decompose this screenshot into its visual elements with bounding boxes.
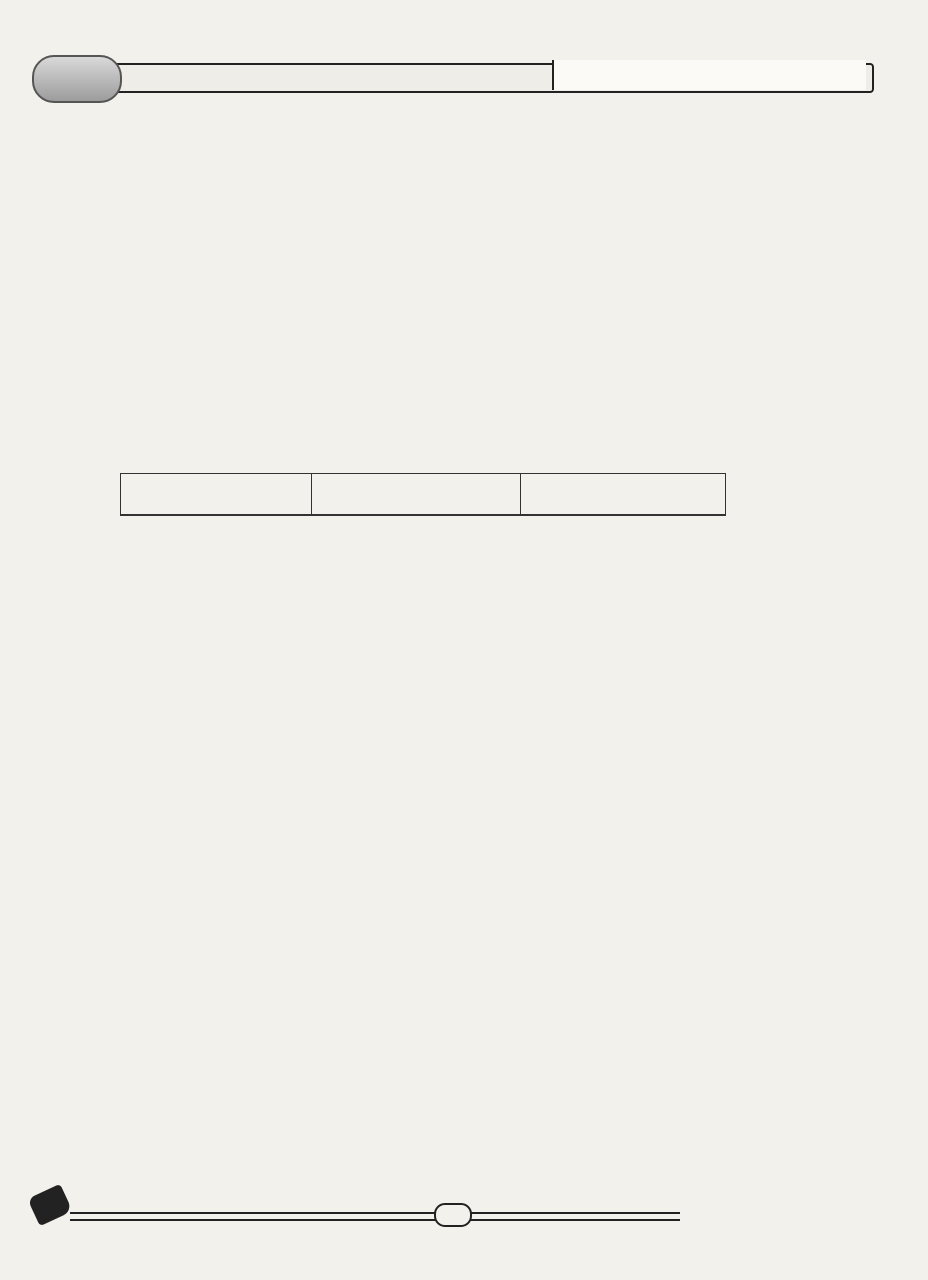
latin-names-column: [312, 515, 521, 516]
q04-prompt: [34, 168, 70, 218]
chapter-box: [552, 60, 866, 90]
symbol-column[interactable]: [521, 515, 726, 516]
english-names-column: [121, 515, 312, 516]
footer-rule: [70, 1212, 680, 1221]
grade-badge: [32, 55, 122, 103]
q05-prompt: [34, 397, 70, 472]
pen-icon: [27, 1184, 72, 1226]
header-latin-name: [312, 474, 521, 515]
header-symbol: [521, 474, 726, 515]
page-header: [30, 55, 870, 100]
page-number: [434, 1203, 472, 1227]
header-english-name: [121, 474, 312, 515]
latin-names-table: [120, 473, 726, 516]
